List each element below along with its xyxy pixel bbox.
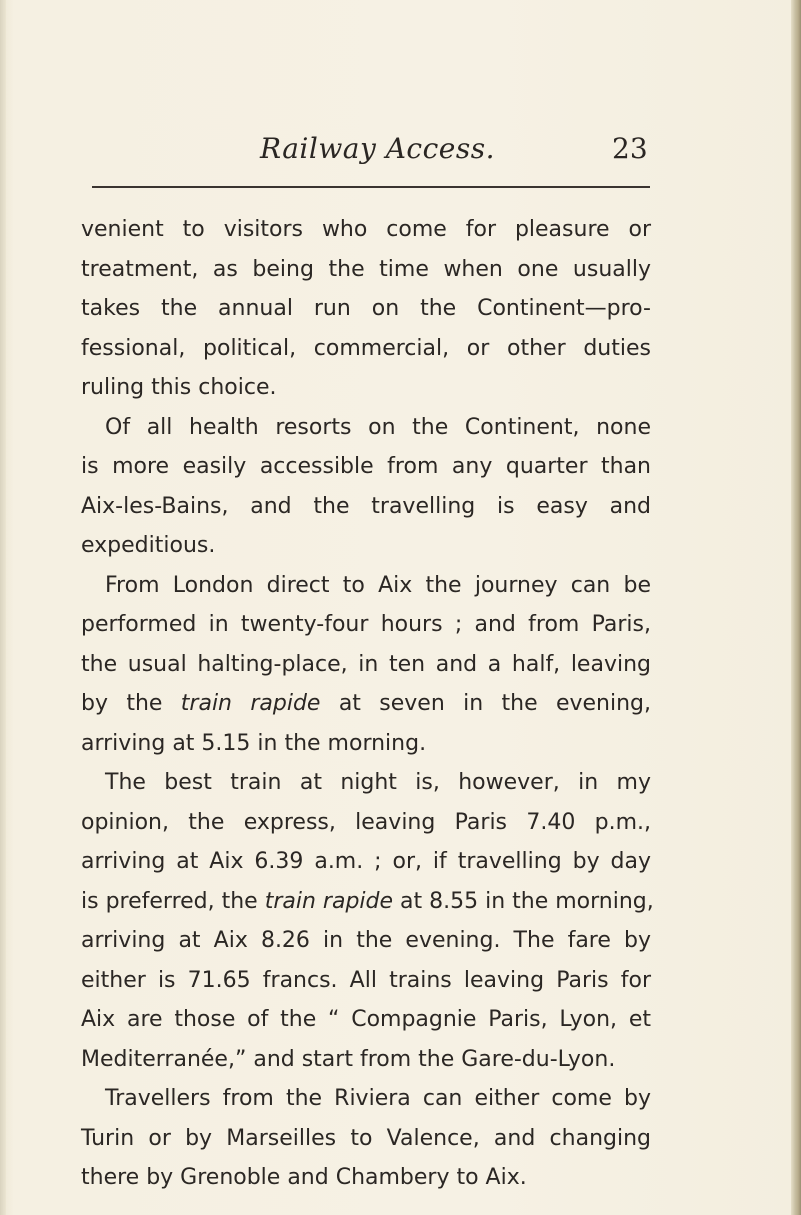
text-line: Aix are those of the “ Compagnie Paris, Lyon, et bbox=[81, 1007, 651, 1032]
text-segment: is preferred, the bbox=[81, 888, 265, 914]
text-line: takes the annual run on the Continent—pro- bbox=[81, 296, 651, 321]
text-line: Aix-les-Bains, and the travelling is easy and bbox=[81, 493, 651, 519]
page-number: 23 bbox=[612, 132, 648, 165]
header-rule bbox=[92, 186, 650, 188]
text-line bbox=[81, 882, 654, 922]
page-header bbox=[80, 126, 750, 176]
text-line: Turin or by Marseilles to Valence, and changing bbox=[81, 1125, 651, 1151]
text-line: arriving at Aix 8.26 in the evening. The fare by bbox=[81, 928, 651, 953]
text-line bbox=[81, 684, 651, 724]
text-line: arriving at Aix 6.39 a.m. ; or, if travelling by day bbox=[81, 849, 651, 874]
text-line: is more easily accessible from any quarter than bbox=[81, 454, 651, 479]
text-line: ruling this choice. bbox=[81, 375, 277, 400]
running-head: Railway Access. bbox=[260, 132, 495, 165]
text-line: arriving at 5.15 in the morning. bbox=[81, 730, 427, 756]
text-line: Mediterranée,” and start from the Gare-du-Lyon. bbox=[81, 1046, 616, 1072]
text-line: Of all health resorts on the Continent, none bbox=[105, 414, 651, 440]
text-line: either is 71.65 francs. All trains leaving Paris for bbox=[81, 967, 651, 993]
page-left-edge bbox=[0, 0, 6, 1215]
text-line: opinion, the express, leaving Paris 7.40 p.m., bbox=[81, 809, 651, 835]
text-line: performed in twenty-four hours ; and from Paris, bbox=[81, 612, 651, 637]
text-segment: by the bbox=[81, 691, 181, 716]
text-line: venient to visitors who come for pleasure or bbox=[81, 217, 651, 242]
text-line: expeditious. bbox=[81, 533, 216, 558]
body-text bbox=[81, 210, 654, 1198]
page-right-edge bbox=[791, 0, 801, 1215]
text-line: treatment, as being the time when one usually bbox=[81, 256, 651, 282]
text-line: The best train at night is, however, in my bbox=[105, 770, 651, 795]
text-line: From London direct to Aix the journey can be bbox=[105, 572, 651, 598]
text-line: Travellers from the Riviera can either come by bbox=[105, 1086, 651, 1111]
text-line: fessional, political, commercial, or other duties bbox=[81, 335, 651, 361]
text-segment: at seven in the evening, bbox=[320, 691, 652, 716]
text-segment: at 8.55 in the morning, bbox=[393, 888, 654, 914]
italic-phrase: train rapide bbox=[180, 691, 321, 716]
text-line: the usual halting-place, in ten and a half, leaving bbox=[81, 651, 651, 677]
italic-phrase: train rapide bbox=[264, 888, 394, 914]
text-line: there by Grenoble and Chambery to Aix. bbox=[81, 1165, 527, 1190]
